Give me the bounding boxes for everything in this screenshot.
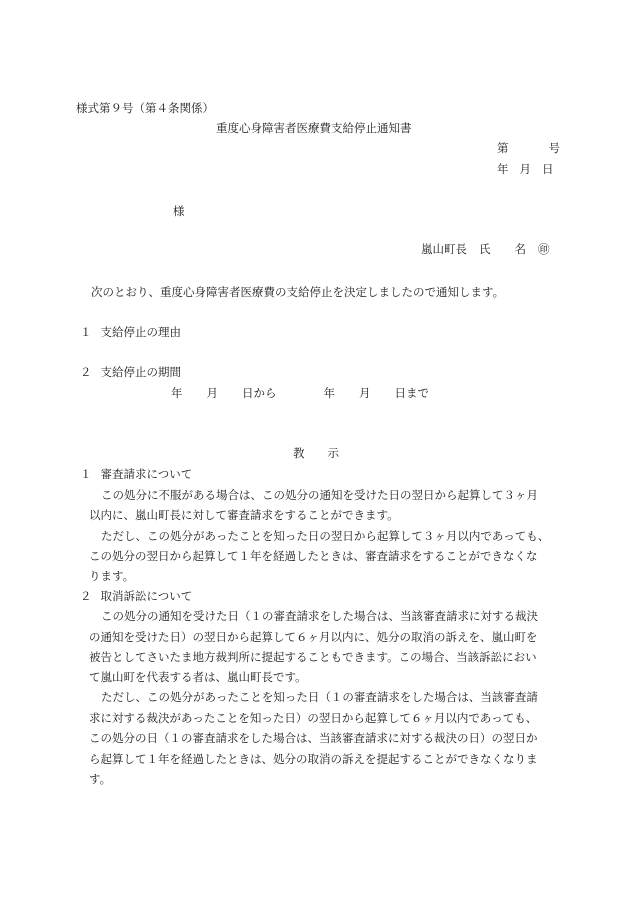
doc-no-suffix: 号 [548, 141, 560, 155]
document-title: 重度心身障害者医療費支給停止通知書 [216, 121, 412, 135]
date-year: 年 [497, 162, 509, 176]
section-period [80, 365, 181, 379]
section-label: 支給停止の理由 [100, 325, 181, 339]
section-label: 支給停止の期間 [100, 365, 181, 379]
from-year: 年 [171, 386, 183, 400]
heading-char-1: 教 [293, 446, 305, 460]
item2-line: す。 [89, 772, 112, 786]
item1-line: ただし、この処分があったことを知った日の翌日から起算して３ヶ月以内であっても、 [101, 529, 550, 543]
addressee: 様 [173, 204, 185, 218]
instruction-heading [293, 446, 339, 460]
item-number: １ [80, 467, 92, 481]
intro-text: 次のとおり、重度心身障害者医療費の支給停止を決定しましたので通知します。 [91, 285, 505, 299]
item2-line: の通知を受けた日）の翌日から起算して６ヶ月以内に、処分の取消の訴えを、嵐山町を [89, 630, 538, 644]
to-month: 月 [359, 386, 371, 400]
item-number: ２ [80, 589, 92, 603]
sender [421, 242, 550, 256]
document-number [497, 141, 560, 155]
item1-line: この処分に不服がある場合は、この処分の通知を受けた日の翌日から起算して３ヶ月 [101, 488, 538, 502]
item2-line: この処分の通知を受けた日（１の審査請求をした場合は、当該審査請求に対する裁決 [101, 609, 538, 623]
from-month: 月 [206, 386, 218, 400]
period-range [171, 386, 429, 400]
section-number: ２ [80, 365, 92, 379]
to-year: 年 [323, 386, 335, 400]
item2-line: 被告としてさいたま地方裁判所に提起することもできます。この場合、当該訴訟におい [89, 650, 537, 664]
sender-mei: 名 [514, 242, 526, 256]
item2-line: ただし、この処分があったことを知った日（１の審査請求をした場合は、当該審査請 [101, 690, 538, 704]
item2-line: 求に対する裁決があったことを知った日）の翌日から起算して６ヶ月以内であっても、 [89, 711, 538, 725]
form-number: 様式第９号（第４条関係） [76, 101, 214, 115]
item1-title [80, 467, 192, 481]
seal-mark: ㊞ [538, 242, 550, 256]
sender-title: 嵐山町長 [421, 242, 467, 256]
doc-no-prefix: 第 [497, 141, 509, 155]
date-day: 日 [542, 162, 554, 176]
item-title: 取消訴訟について [100, 589, 193, 603]
item1-line: 以内に、嵐山町長に対して審査請求をすることができます。 [89, 508, 399, 522]
item2-line: ら起算して１年を経過したときは、処分の取消の訴えを提起することができなくなりま [89, 752, 538, 766]
item2-line: この処分の日（１の審査請求をした場合は、当該審査請求に対する裁決の日）の翌日か [89, 731, 538, 745]
item1-line: この処分の翌日から起算して１年を経過したときは、審査請求をすることができなくな [89, 549, 538, 563]
to-day: 日まで [394, 386, 429, 400]
date-month: 月 [519, 162, 531, 176]
document-date [497, 162, 554, 176]
item2-line: て嵐山町を代表する者は、嵐山町長です。 [89, 670, 307, 684]
heading-char-2: 示 [327, 446, 339, 460]
sender-shi: 氏 [479, 242, 491, 256]
item-title: 審査請求について [100, 467, 193, 481]
item1-line: ります。 [89, 569, 135, 583]
section-reason [80, 325, 181, 339]
section-number: １ [80, 325, 92, 339]
item2-title [80, 589, 192, 603]
from-day: 日から [242, 386, 277, 400]
